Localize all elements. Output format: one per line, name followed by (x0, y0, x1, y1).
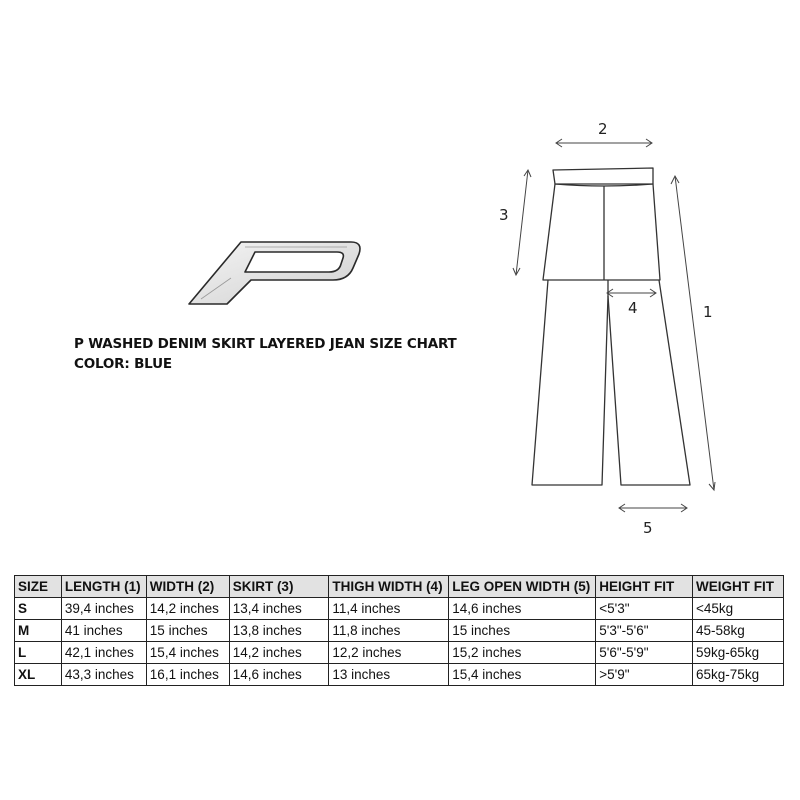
size-table (14, 575, 784, 686)
dimension-label-2: 2 (598, 120, 608, 138)
skirt-arrow (516, 170, 528, 275)
header-leg-open-width: LEG OPEN WIDTH (5) (449, 576, 596, 598)
cell-height-fit: >5'9" (596, 664, 693, 686)
dimension-label-4: 4 (628, 299, 638, 317)
cell-leg-open-width: 15,2 inches (449, 642, 596, 664)
cell-size: L (15, 642, 62, 664)
cell-height-fit: <5'3" (596, 598, 693, 620)
garment-diagram (490, 110, 730, 540)
waistband-outline (553, 168, 653, 186)
cell-weight-fit: 65kg-75kg (693, 664, 784, 686)
cell-width: 15,4 inches (146, 642, 229, 664)
header-size: SIZE (15, 576, 62, 598)
cell-size: XL (15, 664, 62, 686)
table-row (15, 620, 784, 642)
cell-length: 42,1 inches (61, 642, 146, 664)
cell-width: 14,2 inches (146, 598, 229, 620)
cell-skirt: 13,4 inches (229, 598, 329, 620)
dimension-label-1: 1 (703, 303, 713, 321)
left-leg-outline (532, 280, 608, 485)
cell-height-fit: 5'6"-5'9" (596, 642, 693, 664)
header-length: LENGTH (1) (61, 576, 146, 598)
cell-leg-open-width: 15,4 inches (449, 664, 596, 686)
cell-skirt: 14,6 inches (229, 664, 329, 686)
right-leg-outline (608, 280, 690, 485)
cell-skirt: 14,2 inches (229, 642, 329, 664)
cell-height-fit: 5'3"-5'6" (596, 620, 693, 642)
cell-width: 16,1 inches (146, 664, 229, 686)
cell-weight-fit: 59kg-65kg (693, 642, 784, 664)
table-header-row (15, 576, 784, 598)
cell-thigh-width: 12,2 inches (329, 642, 449, 664)
product-color: COLOR: BLUE (74, 356, 172, 372)
header-width: WIDTH (2) (146, 576, 229, 598)
length-arrow (675, 176, 714, 490)
cell-skirt: 13,8 inches (229, 620, 329, 642)
cell-leg-open-width: 15 inches (449, 620, 596, 642)
cell-thigh-width: 11,8 inches (329, 620, 449, 642)
cell-size: S (15, 598, 62, 620)
table-row (15, 598, 784, 620)
cell-length: 41 inches (61, 620, 146, 642)
cell-leg-open-width: 14,6 inches (449, 598, 596, 620)
brand-logo (183, 238, 363, 308)
table-row (15, 642, 784, 664)
skirt-outline (543, 184, 660, 280)
header-height-fit: HEIGHT FIT (596, 576, 693, 598)
table-row (15, 664, 784, 686)
cell-size: M (15, 620, 62, 642)
size-chart-heading (74, 334, 457, 374)
cell-width: 15 inches (146, 620, 229, 642)
dimension-label-5: 5 (643, 519, 653, 537)
dimension-label-3: 3 (499, 206, 509, 224)
cell-weight-fit: 45-58kg (693, 620, 784, 642)
cell-thigh-width: 13 inches (329, 664, 449, 686)
header-skirt: SKIRT (3) (229, 576, 329, 598)
cell-thigh-width: 11,4 inches (329, 598, 449, 620)
cell-weight-fit: <45kg (693, 598, 784, 620)
header-thigh-width: THIGH WIDTH (4) (329, 576, 449, 598)
header-weight-fit: WEIGHT FIT (693, 576, 784, 598)
product-title: P WASHED DENIM SKIRT LAYERED JEAN SIZE CHART (74, 336, 457, 352)
cell-length: 39,4 inches (61, 598, 146, 620)
cell-length: 43,3 inches (61, 664, 146, 686)
